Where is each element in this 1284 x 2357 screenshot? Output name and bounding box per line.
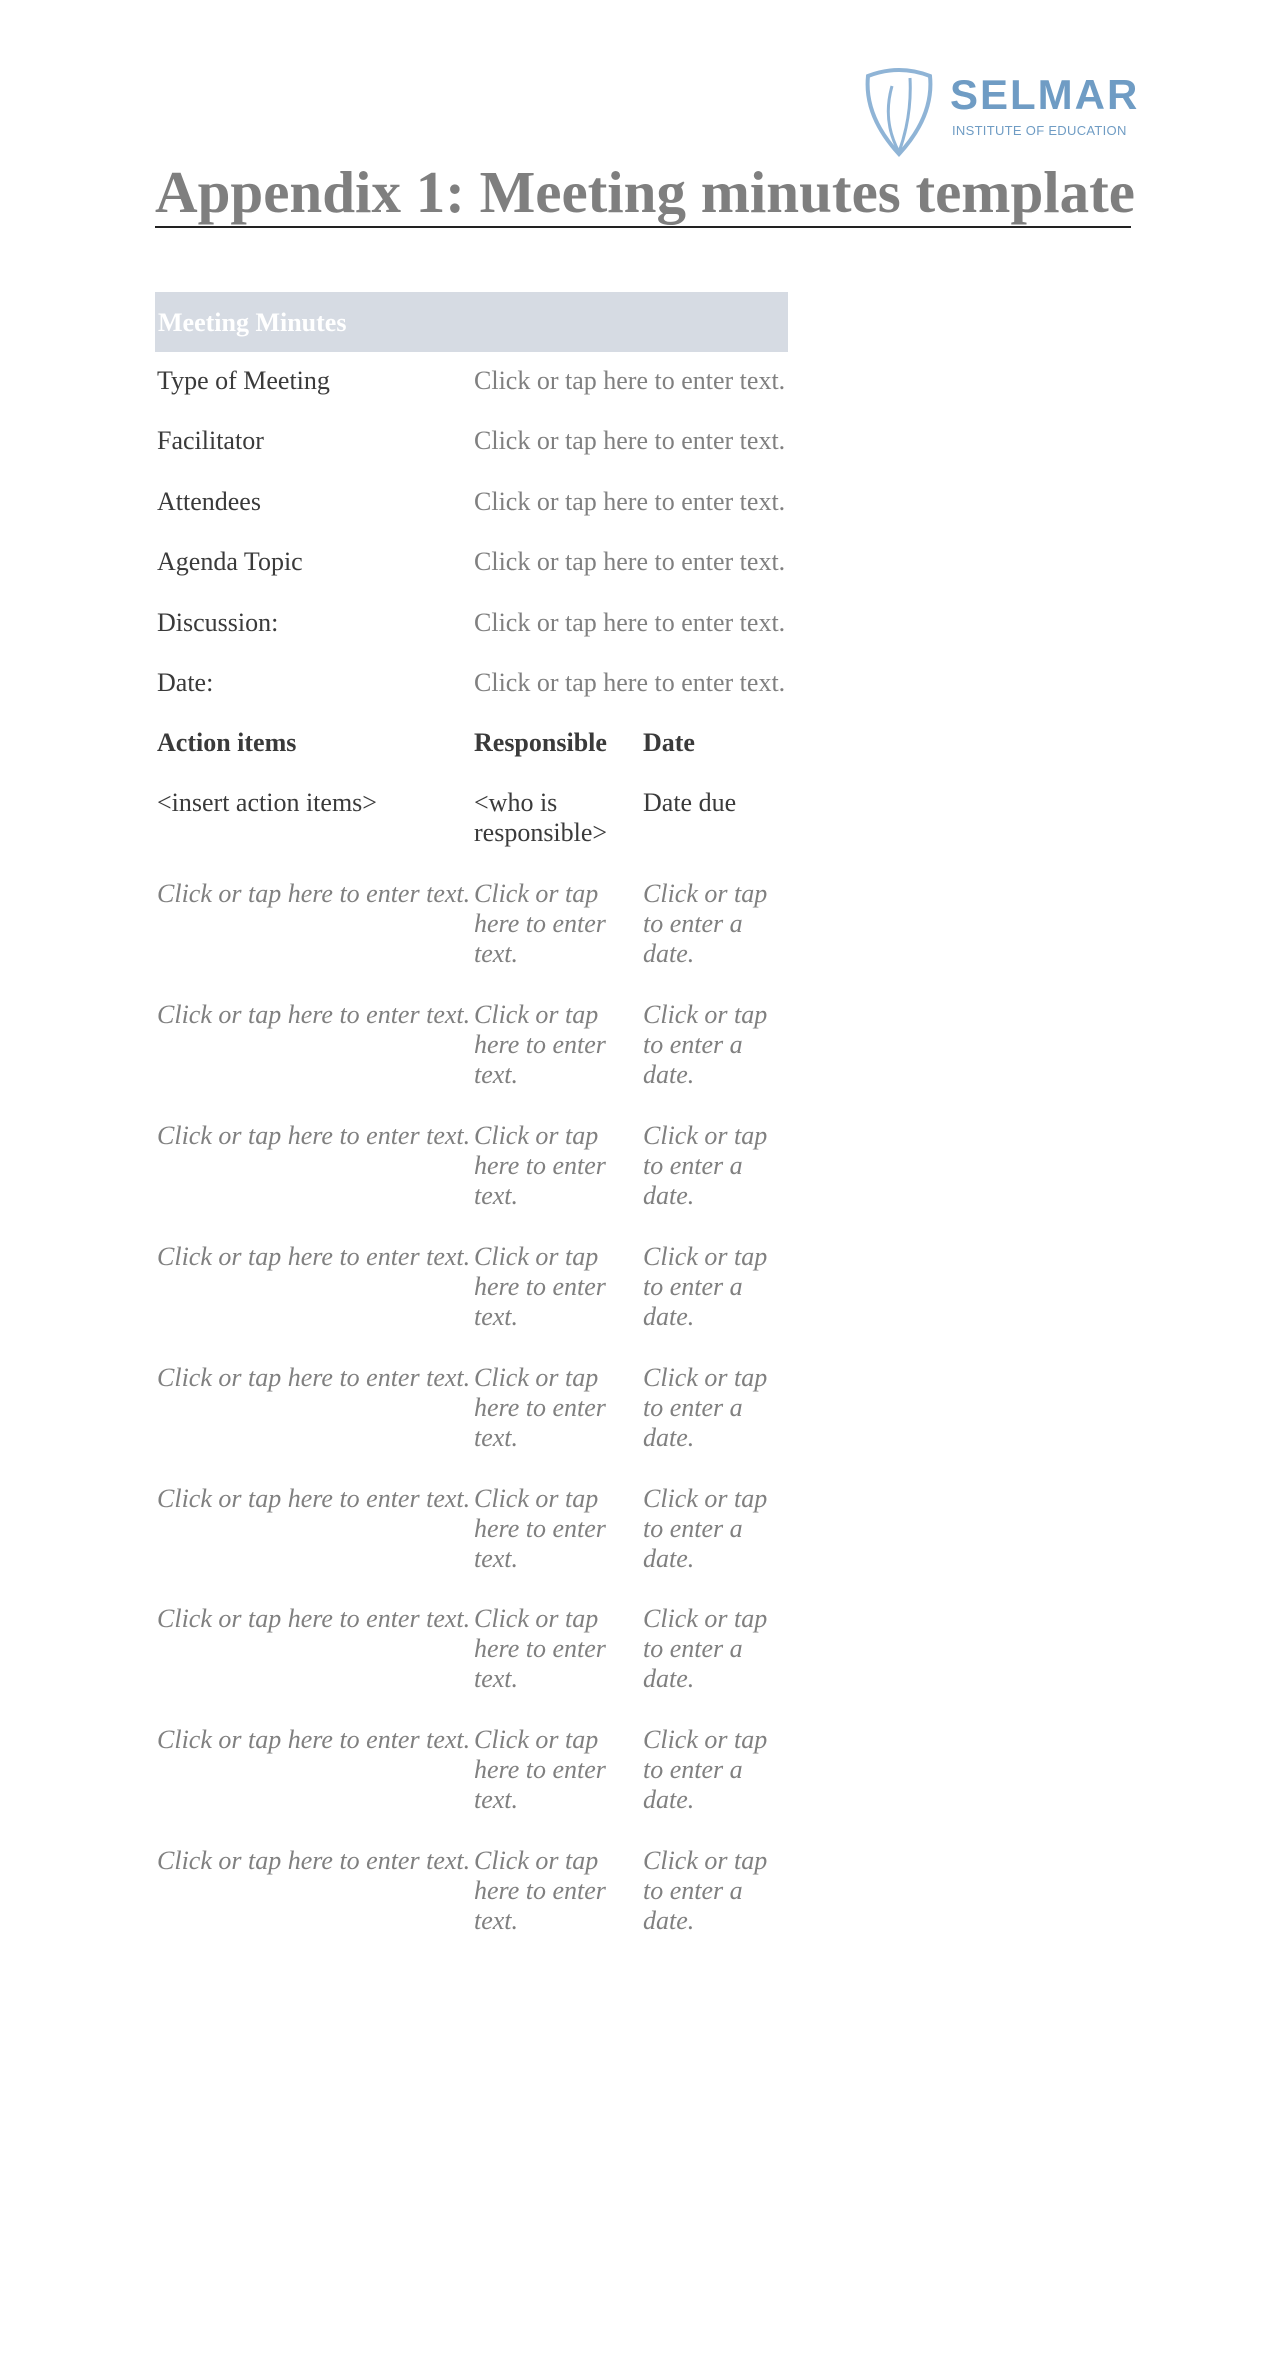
field-input[interactable]: Click or tap here to enter text.: [474, 668, 786, 697]
responsible-input[interactable]: Click or tap here to enter text.: [474, 999, 606, 1089]
field-input[interactable]: Click or tap here to enter text.: [474, 547, 786, 577]
date-picker-input[interactable]: Click or tap to enter a date.: [643, 1120, 768, 1210]
action-item-input[interactable]: Click or tap here to enter text.: [157, 1362, 471, 1392]
page-title: Appendix 1: Meeting minutes template: [155, 158, 1131, 228]
date-header: Date: [643, 728, 695, 757]
action-item-input[interactable]: Click or tap here to enter text.: [157, 1846, 471, 1876]
field-input[interactable]: Click or tap here to enter text.: [474, 366, 786, 395]
example-date-due: Date due: [643, 788, 737, 817]
action-item-input[interactable]: Click or tap here to enter text.: [157, 1604, 471, 1634]
date-picker-input[interactable]: Click or tap to enter a date.: [643, 1846, 768, 1936]
action-item-input[interactable]: Click or tap here to enter text.: [157, 1120, 471, 1150]
action-item-input[interactable]: Click or tap here to enter text.: [157, 879, 471, 908]
selmar-logo: [862, 66, 1140, 158]
responsible-input[interactable]: Click or tap here to enter text.: [474, 1846, 606, 1936]
field-input[interactable]: Click or tap here to enter text.: [474, 607, 786, 637]
responsible-input[interactable]: Click or tap here to enter text.: [474, 1483, 606, 1573]
date-picker-input[interactable]: Click or tap to enter a date.: [643, 1604, 768, 1694]
date-picker-input[interactable]: Click or tap to enter a date.: [643, 999, 768, 1089]
responsible-input[interactable]: Click or tap here to enter text.: [474, 1120, 606, 1210]
field-input[interactable]: Click or tap here to enter text.: [474, 426, 786, 456]
date-picker-input[interactable]: Click or tap to enter a date.: [643, 1725, 768, 1815]
meeting-minutes-header-label: Meeting Minutes: [158, 308, 347, 337]
action-items-header: Action items: [157, 728, 297, 757]
example-action-item: <insert action items>: [157, 788, 377, 817]
field-label: Facilitator: [157, 426, 264, 456]
responsible-input[interactable]: Click or tap here to enter text.: [474, 1604, 606, 1694]
date-picker-input[interactable]: Click or tap to enter a date.: [643, 1241, 768, 1331]
field-label: Type of Meeting: [157, 366, 330, 395]
action-item-input[interactable]: Click or tap here to enter text.: [157, 1483, 471, 1513]
action-item-input[interactable]: Click or tap here to enter text.: [157, 999, 471, 1029]
responsible-header: Responsible: [474, 728, 607, 757]
action-item-input[interactable]: Click or tap here to enter text.: [157, 1241, 471, 1271]
responsible-input[interactable]: Click or tap here to enter text.: [474, 879, 606, 968]
logo-subtitle: INSTITUTE OF EDUCATION: [952, 123, 1127, 138]
example-responsible: <who is responsible>: [474, 788, 608, 847]
action-item-input[interactable]: Click or tap here to enter text.: [157, 1725, 471, 1755]
logo-wordmark: SELMAR: [950, 71, 1140, 118]
date-picker-input[interactable]: Click or tap to enter a date.: [643, 1362, 768, 1452]
meeting-minutes-header: [155, 292, 788, 352]
field-label: Discussion:: [157, 607, 279, 637]
responsible-input[interactable]: Click or tap here to enter text.: [474, 1241, 606, 1331]
date-picker-input[interactable]: Click or tap to enter a date.: [643, 879, 768, 968]
field-label: Attendees: [157, 486, 261, 516]
field-label: Agenda Topic: [157, 547, 303, 577]
responsible-input[interactable]: Click or tap here to enter text.: [474, 1362, 606, 1452]
shield-logo-icon: [862, 66, 936, 158]
responsible-input[interactable]: Click or tap here to enter text.: [474, 1725, 606, 1815]
date-picker-input[interactable]: Click or tap to enter a date.: [643, 1483, 768, 1573]
field-input[interactable]: Click or tap here to enter text.: [474, 486, 786, 516]
field-label: Date:: [157, 668, 214, 697]
